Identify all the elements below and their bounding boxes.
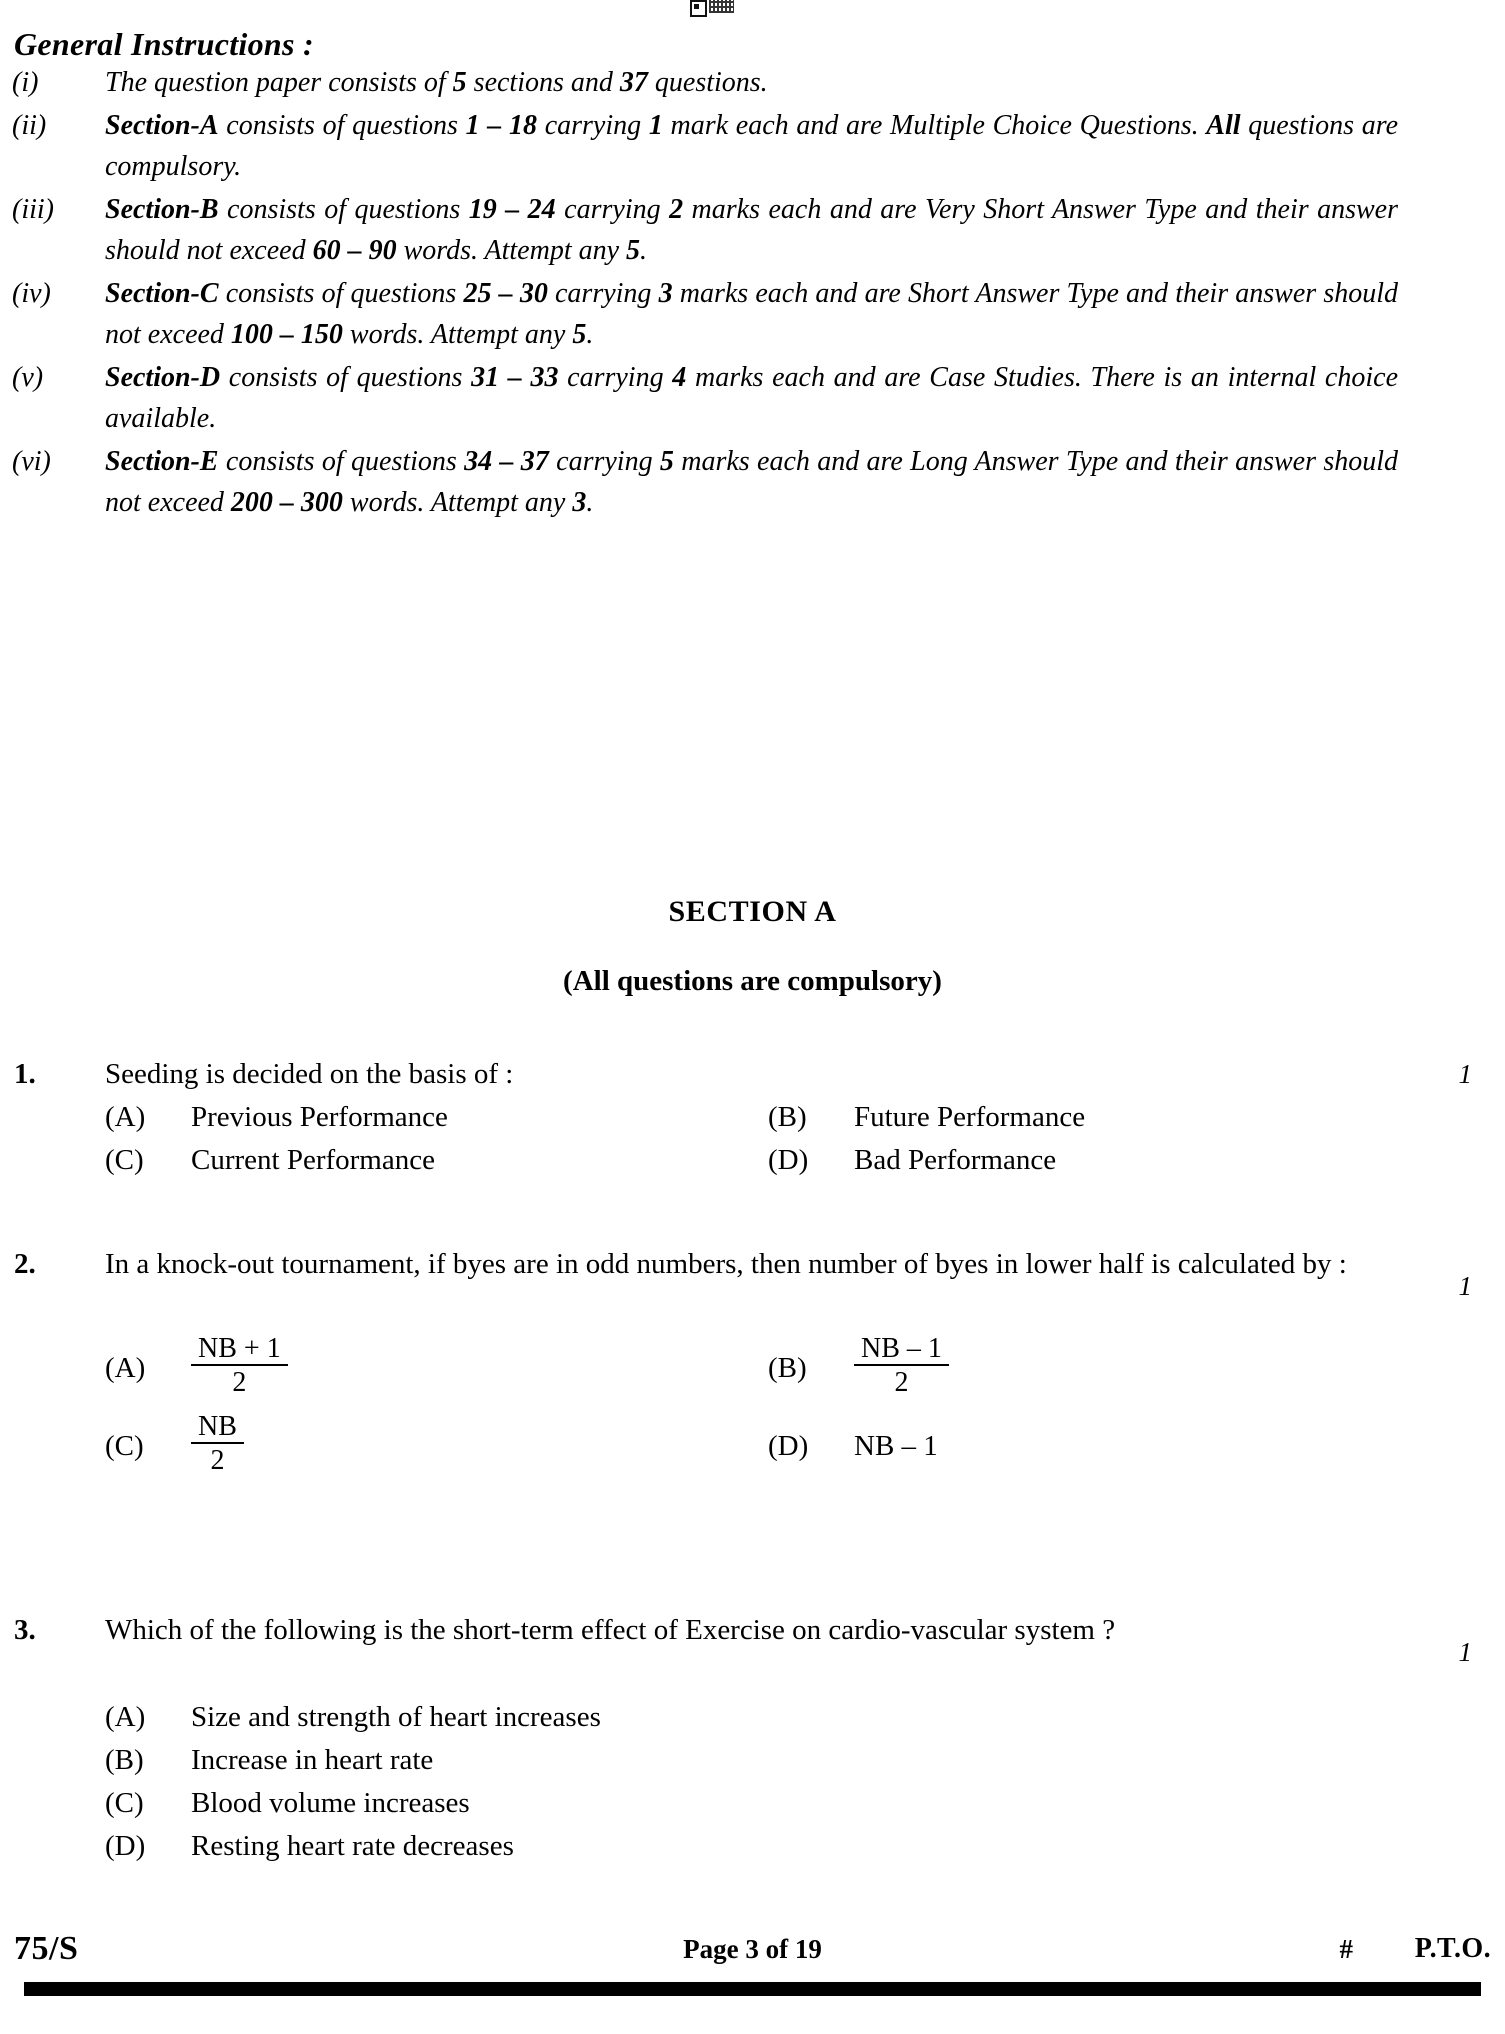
option-letter: (B) [105, 1744, 144, 1776]
instruction-run: carrying [555, 194, 670, 225]
question-2-marks: 1 [1458, 1271, 1472, 1301]
hash-symbol: # [1339, 1933, 1353, 1964]
question-3 [0, 1608, 1480, 1868]
instruction-emphasis: 1 – 18 [465, 110, 537, 141]
question-2-option-a[interactable] [105, 1333, 768, 1399]
instruction-run: marks each and are Very Short Answer Type and their answer should not exceed [105, 194, 1398, 266]
qr-pattern-icon [709, 0, 734, 13]
instruction-text [105, 273, 1400, 355]
option-letter: (D) [768, 1430, 809, 1463]
instruction-item [0, 62, 1400, 103]
option-letter: (A) [105, 1101, 146, 1133]
question-2-options-row-2 [0, 1410, 1480, 1477]
option-letter: (C) [105, 1430, 144, 1463]
instruction-emphasis: All [1206, 110, 1241, 141]
instruction-emphasis: 25 – 30 [463, 278, 548, 309]
fraction-denominator: 2 [210, 1445, 225, 1477]
fraction-denominator: 2 [894, 1367, 909, 1399]
fraction-numerator: NB [191, 1412, 244, 1444]
question-1-option-b[interactable] [768, 1096, 1480, 1139]
instruction-run: consists of questions [218, 446, 465, 477]
option-label: Increase in heart rate [191, 1744, 434, 1776]
option-letter: (D) [105, 1830, 146, 1862]
question-1 [0, 1052, 1480, 1182]
option-label: NB – 1 [854, 1430, 938, 1463]
question-3-number: 3. [14, 1614, 36, 1646]
page-number: Page 3 of 19 [683, 1933, 822, 1964]
instruction-emphasis: 31 – 33 [471, 362, 559, 393]
instruction-emphasis: 5 [659, 446, 674, 477]
instruction-run: consists of questions [218, 278, 464, 309]
instruction-run: carrying [548, 446, 660, 477]
instruction-emphasis: 34 – 37 [464, 446, 549, 477]
option-letter: (A) [105, 1352, 146, 1385]
instruction-number: (iv) [12, 278, 51, 309]
instruction-number: (vi) [12, 446, 51, 477]
instruction-emphasis: 5 [452, 67, 467, 98]
instruction-emphasis: Section-E [105, 446, 219, 477]
section-a-title: SECTION A [668, 895, 837, 928]
instruction-run: The question paper consists of [105, 67, 453, 98]
instruction-item [0, 357, 1400, 439]
instruction-emphasis: 5 [626, 235, 641, 266]
option-label: Current Performance [191, 1144, 435, 1176]
question-2-text: In a knock-out tournament, if byes are in odd numbers, then number of byes in lower half is calculated by : [105, 1248, 1347, 1280]
instruction-emphasis: 1 [648, 110, 663, 141]
question-3-option-c[interactable] [105, 1782, 1480, 1825]
option-letter: (C) [105, 1787, 144, 1819]
footer-rule [24, 1982, 1481, 1996]
fraction-denominator: 2 [232, 1367, 247, 1399]
instruction-run: consists of questions [220, 362, 472, 393]
instruction-run: . [586, 319, 594, 350]
instruction-run: . [586, 487, 594, 518]
instruction-emphasis: 200 – 300 [230, 487, 343, 518]
question-2-options-row-1 [0, 1333, 1480, 1399]
question-1-text: Seeding is decided on the basis of : [105, 1058, 514, 1090]
instruction-run: carrying [537, 110, 649, 141]
instruction-run: words. Attempt any [396, 235, 627, 266]
instruction-emphasis: 4 [672, 362, 687, 393]
question-3-option-d[interactable] [105, 1825, 1480, 1868]
instruction-run: marks each and are Long Answer Type and their answer should not exceed [105, 446, 1399, 518]
instruction-number: (iii) [12, 194, 54, 225]
instruction-emphasis: 37 [619, 67, 648, 98]
instruction-run: sections and [466, 67, 620, 98]
instruction-text [105, 189, 1400, 271]
instruction-emphasis: 5 [572, 319, 587, 350]
question-2-row [0, 1242, 1480, 1330]
instruction-emphasis: Section-B [105, 194, 219, 225]
instruction-emphasis: 3 [658, 278, 673, 309]
option-letter: (D) [768, 1144, 809, 1176]
instruction-run: words. Attempt any [342, 487, 573, 518]
qr-code-mark [690, 0, 734, 16]
instruction-text [105, 105, 1400, 187]
question-2-option-b[interactable] [768, 1333, 1480, 1399]
instruction-emphasis: 3 [572, 487, 587, 518]
option-letter: (C) [105, 1144, 144, 1176]
question-1-option-c[interactable] [105, 1139, 768, 1182]
question-1-options-row-1 [0, 1096, 1480, 1139]
instruction-run: words. Attempt any [342, 319, 573, 350]
option-label: Size and strength of heart increases [191, 1701, 601, 1733]
option-label: Previous Performance [191, 1101, 448, 1133]
question-1-option-a[interactable] [105, 1096, 768, 1139]
paper-code: 75/S [14, 1930, 79, 1967]
option-fraction [854, 1334, 949, 1398]
fraction-numerator: NB – 1 [854, 1334, 949, 1366]
option-letter: (B) [768, 1352, 807, 1385]
option-fraction [191, 1334, 288, 1398]
section-a-subtitle: (All questions are compulsory) [563, 965, 942, 997]
general-instructions-heading: General Instructions : [14, 26, 314, 62]
instruction-number: (i) [12, 67, 39, 98]
instruction-item [0, 273, 1400, 355]
instruction-run: carrying [547, 278, 659, 309]
instruction-run: carrying [558, 362, 673, 393]
option-letter: (B) [768, 1101, 807, 1133]
instruction-text [105, 62, 1400, 103]
option-label: Future Performance [854, 1101, 1086, 1133]
instruction-text [105, 441, 1400, 523]
instruction-emphasis: Section-C [105, 278, 219, 309]
instruction-item [0, 441, 1400, 523]
instruction-emphasis: 100 – 150 [230, 319, 343, 350]
instruction-emphasis: 2 [669, 194, 684, 225]
instruction-run: consists of questions [218, 110, 466, 141]
option-label: Bad Performance [854, 1144, 1057, 1176]
instruction-run: consists of questions [218, 194, 469, 225]
instruction-run: marks each and are Case Studies. There is an internal choice available. [105, 362, 1398, 434]
option-fraction [191, 1412, 244, 1476]
question-1-option-d[interactable] [768, 1139, 1480, 1182]
instruction-text [105, 357, 1400, 439]
question-1-options-row-2 [0, 1139, 1480, 1182]
instruction-run: questions are compulsory. [105, 110, 1398, 182]
instruction-run: mark each and are Multiple Choice Questions. [662, 110, 1207, 141]
instruction-emphasis: Section-A [105, 110, 219, 141]
question-3-options [0, 1696, 1480, 1868]
general-instructions-list [0, 62, 1400, 525]
instruction-number: (ii) [12, 110, 47, 141]
instruction-run: marks each and are Short Answer Type and their answer should not exceed [105, 278, 1399, 350]
pto-label: P.T.O. [1414, 1933, 1491, 1964]
instruction-item [0, 105, 1400, 187]
question-2-option-d[interactable] [768, 1418, 1480, 1476]
question-1-marks: 1 [1458, 1059, 1472, 1089]
instruction-item [0, 189, 1400, 271]
question-3-marks: 1 [1458, 1637, 1472, 1667]
instruction-run: . [640, 235, 648, 266]
question-3-row [0, 1608, 1480, 1696]
option-label: Blood volume increases [191, 1787, 470, 1819]
instruction-number: (v) [12, 362, 44, 393]
question-2 [0, 1242, 1480, 1476]
instruction-emphasis: 19 – 24 [468, 194, 556, 225]
question-1-number: 1. [14, 1058, 36, 1090]
option-label: Resting heart rate decreases [191, 1830, 514, 1862]
option-letter: (A) [105, 1701, 146, 1733]
instruction-emphasis: 60 – 90 [312, 235, 397, 266]
fraction-numerator: NB + 1 [191, 1334, 288, 1366]
question-3-text: Which of the following is the short-term effect of Exercise on cardio-vascular system ? [105, 1614, 1116, 1646]
question-2-number: 2. [14, 1248, 36, 1280]
page-footer [0, 1926, 1505, 1972]
question-3-option-b[interactable] [105, 1739, 1480, 1782]
instruction-emphasis: Section-D [105, 362, 221, 393]
qr-finder-icon [690, 0, 707, 17]
question-3-option-a[interactable] [105, 1696, 1480, 1739]
question-2-option-c[interactable] [105, 1410, 768, 1477]
question-1-row [0, 1052, 1480, 1096]
instruction-run: questions. [647, 67, 768, 98]
